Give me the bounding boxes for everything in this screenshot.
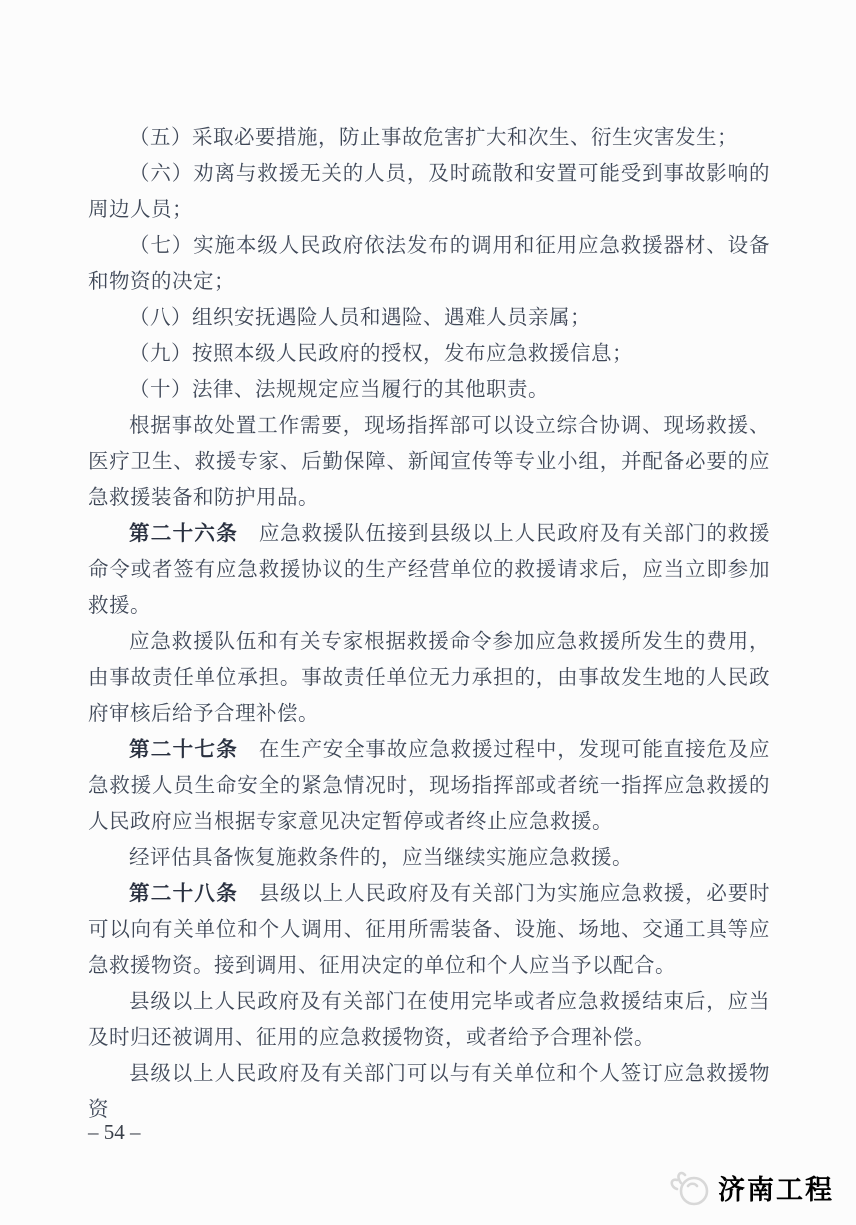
article-number: 第二十七条 (129, 738, 239, 761)
paragraph (88, 984, 770, 1056)
paragraph (88, 300, 770, 336)
paragraph (88, 840, 770, 876)
page-number: – 54 – (88, 1120, 141, 1144)
paragraph (88, 336, 770, 372)
watermark-text: 济南工程 (718, 1174, 834, 1205)
paragraph-text: （七）实施本级人民政府依法发布的调用和征用应急救援器材、设备和物资的决定； (88, 235, 770, 293)
watermark (666, 1166, 834, 1208)
megaphone-icon (666, 1166, 712, 1208)
article-number: 第二十六条 (129, 522, 239, 545)
paragraph-text: （六）劝离与救援无关的人员，及时疏散和安置可能受到事故影响的周边人员； (88, 163, 770, 221)
paragraph (88, 408, 770, 516)
paragraph (88, 1056, 770, 1128)
paragraph-text: （八）组织安抚遇险人员和遇险、遇难人员亲属； (129, 307, 591, 329)
paragraph-text: 县级以上人民政府及有关部门为实施应急救援，必要时可以向有关单位和个人调用、征用所需装备、设施、场地、交通工具等应急救援物资。接到调用、征用决定的单位和个人应当予以配合。 (88, 883, 771, 977)
paragraph-text: 应急救援队伍和有关专家根据救援命令参加应急救援所发生的费用，由事故责任单位承担。事故责任单位无力承担的，由事故发生地的人民政府审核后给予合理补偿。 (88, 631, 770, 725)
paragraph-text: （十）法律、法规规定应当履行的其他职责。 (129, 379, 549, 401)
paragraph (88, 156, 770, 228)
article-paragraph (88, 516, 770, 624)
article-number: 第二十八条 (129, 882, 239, 905)
document-body (88, 120, 770, 1128)
paragraph (88, 624, 770, 732)
article-paragraph (88, 732, 770, 840)
paragraph-text: 在生产安全事故应急救援过程中，发现可能直接危及应急救援人员生命安全的紧急情况时，现场指挥部或者统一指挥应急救援的人民政府应当根据专家意见决定暂停或者终止应急救援。 (88, 739, 771, 833)
paragraph (88, 372, 770, 408)
paragraph-text: 县级以上人民政府及有关部门在使用完毕或者应急救援结束后，应当及时归还被调用、征用的应急救援物资，或者给予合理补偿。 (88, 991, 770, 1049)
paragraph (88, 228, 770, 300)
paragraph (88, 120, 770, 156)
paragraph-text: 应急救援队伍接到县级以上人民政府及有关部门的救援命令或者签有应急救援协议的生产经营单位的救援请求后，应当立即参加救援。 (88, 523, 771, 617)
paragraph-text: （五）采取必要措施，防止事故危害扩大和次生、衍生灾害发生； (129, 127, 738, 149)
paragraph-text: 经评估具备恢复施救条件的，应当继续实施应急救援。 (129, 847, 633, 869)
article-paragraph (88, 876, 770, 984)
paragraph-text: 县级以上人民政府及有关部门可以与有关单位和个人签订应急救援物资 (88, 1063, 770, 1121)
paragraph-text: （九）按照本级人民政府的授权，发布应急救援信息； (129, 343, 633, 365)
paragraph-text: 根据事故处置工作需要，现场指挥部可以设立综合协调、现场救援、医疗卫生、救援专家、后勤保障、新闻宣传等专业小组，并配备必要的应急救援装备和防护用品。 (88, 415, 770, 509)
